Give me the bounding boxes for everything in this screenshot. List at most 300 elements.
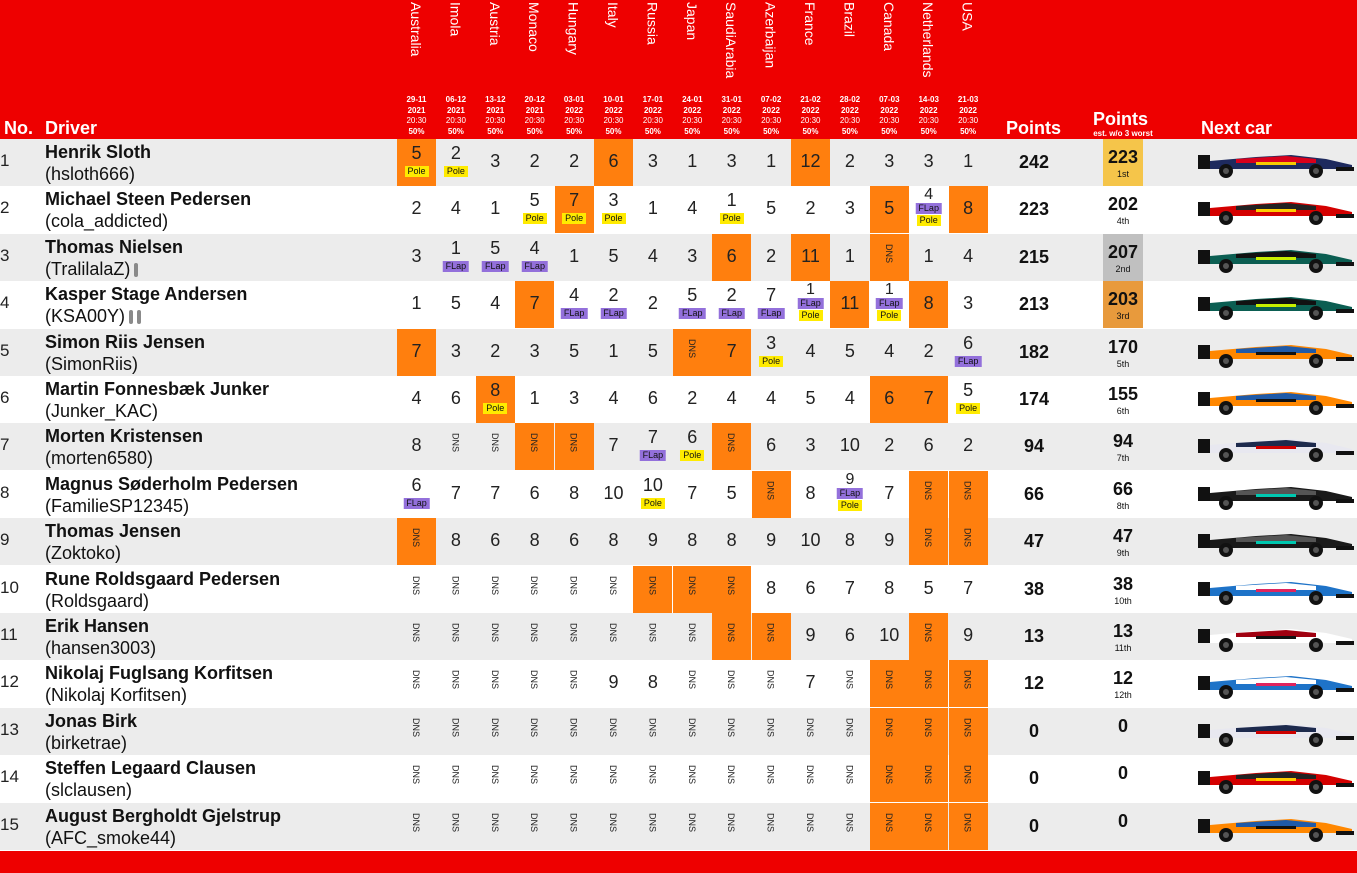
race-result-value: 8 xyxy=(766,577,777,598)
dns-label: DNS xyxy=(962,765,973,785)
dns-label: DNS xyxy=(923,480,934,500)
total-points: 223 xyxy=(1018,199,1050,220)
race-meta xyxy=(555,95,594,137)
dns-label: DNS xyxy=(411,575,421,595)
race-pct: 50% xyxy=(881,126,898,136)
race-result-value: 6 xyxy=(411,474,422,495)
race-result-value: 6 xyxy=(450,388,461,408)
points-best xyxy=(1103,139,1143,186)
dns-label: DNS xyxy=(529,575,540,595)
race-result-value: 9 xyxy=(963,625,974,645)
driver-number: 15 xyxy=(0,814,19,834)
dns-label: DNS xyxy=(765,765,776,785)
dns-label: DNS xyxy=(529,717,540,737)
race-result-cell xyxy=(633,471,672,518)
race-result-cell xyxy=(712,281,751,328)
points-best-value: 12 xyxy=(1112,668,1134,689)
points-best xyxy=(1103,755,1143,802)
race-result-cell xyxy=(594,329,633,376)
driver-name: Steffen Legaard Clausen xyxy=(45,758,257,779)
race-result-value: 12 xyxy=(800,151,821,171)
dns-label: DNS xyxy=(529,765,540,785)
race-result-cell xyxy=(909,281,948,328)
race-result-cell xyxy=(633,803,672,850)
race-result-cell xyxy=(752,234,791,281)
race-name: Canada xyxy=(880,2,897,52)
race-result-cell xyxy=(594,186,633,233)
race-result-cell xyxy=(673,755,712,802)
dns-label: DNS xyxy=(883,765,894,785)
race-result-cell xyxy=(909,186,948,233)
race-result-cell xyxy=(712,423,751,470)
ferrari-car-icon xyxy=(1196,194,1356,226)
dns-label: DNS xyxy=(647,812,658,832)
race-result-cell xyxy=(791,803,830,850)
dns-label: DNS xyxy=(765,480,776,500)
race-result-cell xyxy=(791,708,830,755)
race-result-value: 2 xyxy=(450,143,461,163)
driver-username xyxy=(45,211,168,232)
race-result-value: 10 xyxy=(839,435,860,456)
race-result-value: 8 xyxy=(608,530,619,551)
race-result-value: 2 xyxy=(963,435,974,456)
race-result-cell xyxy=(555,518,594,565)
driver-username-text: (Nikolaj Korfitsen) xyxy=(45,685,188,706)
race-result-cell xyxy=(633,518,672,565)
dns-label: DNS xyxy=(726,717,737,737)
mclaren-car-icon xyxy=(1196,811,1356,843)
race-result-value: 3 xyxy=(884,151,895,171)
race-result-cell xyxy=(909,803,948,850)
bone-icon xyxy=(137,310,141,324)
race-result-cell xyxy=(594,423,633,470)
race-result-cell xyxy=(830,755,869,802)
race-result-cell xyxy=(870,755,909,802)
race-result-value: 3 xyxy=(923,151,934,171)
table-row xyxy=(0,518,1357,565)
race-result-cell xyxy=(436,186,475,233)
race-result-cell xyxy=(830,423,869,470)
driver-username xyxy=(45,543,121,564)
race-result-cell xyxy=(870,186,909,233)
race-result-cell xyxy=(515,755,554,802)
race-result-cell xyxy=(555,803,594,850)
race-result-cell xyxy=(476,281,515,328)
race-result-cell xyxy=(515,708,554,755)
race-name: Monaco xyxy=(526,2,543,52)
race-meta xyxy=(712,95,751,137)
dns-label: DNS xyxy=(805,717,815,737)
race-result-value: 2 xyxy=(411,198,422,219)
race-result-cell xyxy=(633,613,672,660)
race-result-value: 7 xyxy=(923,388,934,408)
race-name: SaudiArabia xyxy=(723,2,740,79)
race-result-cell xyxy=(476,803,515,850)
driver-username xyxy=(45,496,189,517)
race-result-value: 5 xyxy=(884,198,895,219)
dns-label: DNS xyxy=(844,765,855,785)
race-time: 20:30 xyxy=(958,116,979,125)
race-result-value: 3 xyxy=(726,151,737,171)
race-result-cell xyxy=(515,660,554,707)
race-result-cell xyxy=(949,234,988,281)
points-best xyxy=(1103,281,1143,328)
dns-label: DNS xyxy=(489,670,500,690)
race-result-cell xyxy=(752,471,791,518)
race-result-cell xyxy=(397,660,436,707)
race-result-cell xyxy=(830,139,869,186)
race-result-cell xyxy=(515,186,554,233)
race-result-cell xyxy=(673,186,712,233)
race-result-cell xyxy=(397,613,436,660)
race-result-cell xyxy=(515,613,554,660)
driver-username xyxy=(45,733,127,754)
dns-label: DNS xyxy=(686,670,697,690)
race-result-value: 5 xyxy=(963,380,974,400)
race-year: 2022 xyxy=(959,105,977,115)
race-result-cell xyxy=(712,613,751,660)
driver-name: Henrik Sloth xyxy=(45,142,152,162)
race-result-cell xyxy=(909,329,948,376)
rank-label: 1st xyxy=(1116,169,1129,179)
race-result-value: 4 xyxy=(450,198,461,219)
race-result-cell xyxy=(594,518,633,565)
race-result-cell xyxy=(633,423,672,470)
race-result-value: 4 xyxy=(529,237,540,258)
race-result-value: 2 xyxy=(569,151,580,171)
total-points: 213 xyxy=(1018,294,1050,315)
race-result-cell xyxy=(673,518,712,565)
points-best xyxy=(1103,186,1143,233)
race-result-cell xyxy=(436,660,475,707)
dns-label: DNS xyxy=(568,623,579,643)
fastest-lap-badge: FLap xyxy=(797,298,824,309)
dns-label: DNS xyxy=(647,765,658,785)
fastest-lap-badge: FLap xyxy=(521,261,548,272)
race-header xyxy=(594,0,633,139)
race-meta xyxy=(397,95,436,137)
race-result-cell xyxy=(476,660,515,707)
race-meta xyxy=(752,95,791,137)
race-result-cell xyxy=(870,803,909,850)
race-result-cell xyxy=(436,139,475,186)
race-result-value: 3 xyxy=(529,340,540,361)
race-result-cell xyxy=(752,803,791,850)
race-result-value: 3 xyxy=(490,151,501,171)
race-result-cell xyxy=(555,566,594,613)
rank-label: 9th xyxy=(1116,548,1130,559)
race-result-cell xyxy=(949,566,988,613)
race-result-value: 5 xyxy=(490,237,501,258)
race-result-value: 5 xyxy=(647,340,658,361)
race-header xyxy=(870,0,909,139)
race-result-cell xyxy=(633,660,672,707)
race-result-cell xyxy=(949,803,988,850)
race-result-cell xyxy=(791,471,830,518)
race-result-cell xyxy=(870,139,909,186)
race-result-cell xyxy=(870,613,909,660)
race-result-value: 3 xyxy=(411,245,422,266)
driver-username-text: (AFC_smoke44) xyxy=(45,827,177,848)
race-result-cell xyxy=(515,423,554,470)
race-result-cell xyxy=(830,708,869,755)
race-result-cell xyxy=(555,471,594,518)
race-result-cell xyxy=(949,660,988,707)
points-best-value: 66 xyxy=(1112,478,1134,499)
race-result-cell xyxy=(712,708,751,755)
race-time: 20:30 xyxy=(761,116,782,125)
race-result-cell xyxy=(397,471,436,518)
driver-name: Thomas Nielsen xyxy=(45,236,184,257)
race-time: 20:30 xyxy=(485,116,506,125)
fastest-lap-badge: FLap xyxy=(837,488,864,499)
race-result-value: 1 xyxy=(647,198,658,219)
race-result-cell xyxy=(397,376,436,423)
dns-label: DNS xyxy=(450,433,461,453)
dns-label: DNS xyxy=(647,575,658,595)
race-result-value: 10 xyxy=(879,625,900,645)
race-result-cell xyxy=(673,329,712,376)
points-best xyxy=(1103,518,1143,565)
pole-badge: Pole xyxy=(798,310,822,321)
race-result-cell xyxy=(476,613,515,660)
race-result-cell xyxy=(594,708,633,755)
race-result-cell xyxy=(712,566,751,613)
dns-label: DNS xyxy=(962,480,973,500)
race-meta xyxy=(673,95,712,137)
race-result-value: 1 xyxy=(411,293,422,314)
race-result-cell xyxy=(909,755,948,802)
driver-name: Rune Roldsgaard Pedersen xyxy=(45,568,281,589)
dns-label: DNS xyxy=(411,528,421,548)
fastest-lap-badge: FLap xyxy=(718,308,745,319)
fastest-lap-badge: FLap xyxy=(482,261,509,272)
dns-label: DNS xyxy=(765,670,776,690)
race-result-cell xyxy=(633,329,672,376)
driver-username-text: (morten6580) xyxy=(45,448,154,469)
race-time: 20:30 xyxy=(603,116,624,125)
race-result-cell xyxy=(870,329,909,376)
points-best-value: 170 xyxy=(1107,336,1139,357)
race-result-cell xyxy=(397,281,436,328)
race-result-value: 2 xyxy=(923,340,934,361)
dns-label: DNS xyxy=(411,717,421,737)
race-result-value: 4 xyxy=(726,388,737,408)
driver-number: 3 xyxy=(0,245,10,265)
dns-label: DNS xyxy=(805,812,815,832)
race-result-value: 1 xyxy=(884,281,894,299)
race-name: Austria xyxy=(486,2,503,46)
race-date: 28-02 xyxy=(839,95,861,104)
race-result-cell xyxy=(830,566,869,613)
race-result-value: 5 xyxy=(726,482,737,503)
race-pct: 50% xyxy=(408,126,425,136)
points-best-subtitle: est. w/o 3 worst xyxy=(1093,129,1153,138)
fastest-lap-badge: FLap xyxy=(955,356,982,367)
race-year: 2021 xyxy=(525,105,544,115)
race-name: Italy xyxy=(605,2,621,28)
race-time: 20:30 xyxy=(682,116,703,125)
race-header xyxy=(476,0,515,139)
points-best xyxy=(1103,708,1143,755)
race-result-value: 1 xyxy=(687,151,698,171)
dns-label: DNS xyxy=(805,765,815,785)
race-date: 13-12 xyxy=(485,95,506,104)
race-result-value: 2 xyxy=(805,198,816,219)
race-name: Brazil xyxy=(841,2,858,38)
aston-martin-car-icon xyxy=(1196,242,1356,274)
race-result-value: 2 xyxy=(490,340,501,361)
race-result-cell xyxy=(870,234,909,281)
race-result-cell xyxy=(791,660,830,707)
mclaren-car-icon xyxy=(1196,384,1356,416)
race-header xyxy=(791,0,830,139)
race-result-value: 1 xyxy=(923,245,934,266)
race-result-value: 7 xyxy=(805,672,816,693)
bone-icon xyxy=(134,263,138,277)
race-year: 2021 xyxy=(446,105,465,115)
dns-label: DNS xyxy=(923,623,934,643)
total-points: 174 xyxy=(1018,389,1050,409)
race-result-cell xyxy=(830,660,869,707)
race-result-value: 1 xyxy=(450,237,461,258)
pole-badge: Pole xyxy=(838,500,862,511)
race-result-cell xyxy=(397,186,436,233)
dns-label: DNS xyxy=(923,670,934,690)
driver-username-text: (FamilieSP12345) xyxy=(45,495,190,516)
driver-username xyxy=(45,448,153,469)
race-result-cell xyxy=(673,376,712,423)
race-result-value: 5 xyxy=(529,190,540,211)
race-year: 2021 xyxy=(486,105,505,115)
race-meta xyxy=(870,95,909,137)
race-result-cell xyxy=(673,423,712,470)
race-result-cell xyxy=(752,708,791,755)
dns-label: DNS xyxy=(962,812,973,832)
driver-username xyxy=(45,164,135,185)
race-name: France xyxy=(802,2,818,46)
driver-number: 9 xyxy=(0,530,10,550)
dns-label: DNS xyxy=(489,623,500,643)
race-header xyxy=(555,0,594,139)
race-result-cell xyxy=(909,376,948,423)
race-result-cell xyxy=(791,139,830,186)
mclaren-car-icon xyxy=(1196,337,1356,369)
race-pct: 50% xyxy=(526,126,543,136)
race-result-value: 2 xyxy=(726,285,737,306)
fastest-lap-badge: FLap xyxy=(443,261,470,272)
race-result-value: 2 xyxy=(766,245,777,266)
race-result-cell xyxy=(673,471,712,518)
race-result-cell xyxy=(476,518,515,565)
race-year: 2022 xyxy=(801,105,820,115)
points-best-value: 0 xyxy=(1117,763,1128,784)
driver-username xyxy=(45,638,156,659)
race-result-value: 8 xyxy=(923,293,934,314)
fastest-lap-badge: FLap xyxy=(600,308,627,319)
race-result-cell xyxy=(436,755,475,802)
race-result-value: 1 xyxy=(806,281,815,299)
total-points: 0 xyxy=(1028,815,1039,836)
table-row xyxy=(0,234,1357,281)
race-result-cell xyxy=(949,281,988,328)
race-result-value: 6 xyxy=(608,151,619,171)
dns-label: DNS xyxy=(765,812,776,832)
race-result-value: 8 xyxy=(805,482,816,503)
race-result-value: 7 xyxy=(844,577,855,598)
dns-label: DNS xyxy=(489,433,500,453)
table-row xyxy=(0,708,1357,755)
table-row xyxy=(0,613,1357,660)
total-points: 215 xyxy=(1018,246,1050,267)
race-result-value: 5 xyxy=(569,340,580,361)
driver-username xyxy=(45,591,149,612)
race-result-cell xyxy=(515,329,554,376)
race-result-cell xyxy=(949,139,988,186)
race-result-cell xyxy=(397,518,436,565)
race-result-cell xyxy=(712,755,751,802)
race-result-value: 8 xyxy=(687,530,698,551)
race-result-value: 1 xyxy=(844,245,855,266)
total-points: 38 xyxy=(1023,578,1045,599)
driver-name: Erik Hansen xyxy=(45,616,150,636)
race-result-cell xyxy=(712,139,751,186)
total-points: 12 xyxy=(1023,673,1045,694)
race-result-cell xyxy=(949,186,988,233)
table-row xyxy=(0,566,1357,613)
race-result-cell xyxy=(515,803,554,850)
race-result-cell xyxy=(594,566,633,613)
race-result-value: 4 xyxy=(805,340,816,361)
driver-number: 4 xyxy=(0,293,10,313)
points-best xyxy=(1103,471,1143,518)
race-result-cell xyxy=(555,423,594,470)
dns-label: DNS xyxy=(489,765,500,785)
race-result-cell xyxy=(712,518,751,565)
race-result-value: 4 xyxy=(884,340,895,361)
race-name: Russia xyxy=(644,2,661,45)
dns-label: DNS xyxy=(923,765,934,785)
race-result-cell xyxy=(712,234,751,281)
next-car-column-header: Next car xyxy=(1201,118,1273,138)
race-result-cell xyxy=(633,234,672,281)
race-result-cell xyxy=(909,518,948,565)
race-result-cell xyxy=(673,613,712,660)
race-meta xyxy=(594,95,633,137)
race-result-value: 7 xyxy=(490,482,501,503)
race-result-value: 4 xyxy=(766,388,777,408)
race-result-cell xyxy=(712,803,751,850)
race-result-cell xyxy=(909,423,948,470)
race-result-value: 6 xyxy=(963,332,974,353)
race-result-cell xyxy=(870,281,909,328)
points-best-value: 0 xyxy=(1117,715,1128,736)
dns-label: DNS xyxy=(923,528,934,548)
points-best-column-header: Points xyxy=(1093,109,1149,129)
race-result-cell xyxy=(870,660,909,707)
race-result-cell xyxy=(633,376,672,423)
race-result-cell xyxy=(515,281,554,328)
race-date: 24-01 xyxy=(682,95,703,104)
race-time: 20:30 xyxy=(918,116,939,125)
race-result-value: 7 xyxy=(450,482,461,503)
race-result-value: 4 xyxy=(844,388,855,408)
dns-label: DNS xyxy=(647,717,658,737)
points-best xyxy=(1103,376,1143,423)
aston-martin-car-icon xyxy=(1196,289,1356,321)
points-best-value: 155 xyxy=(1107,384,1139,404)
race-result-value: 4 xyxy=(608,388,619,408)
